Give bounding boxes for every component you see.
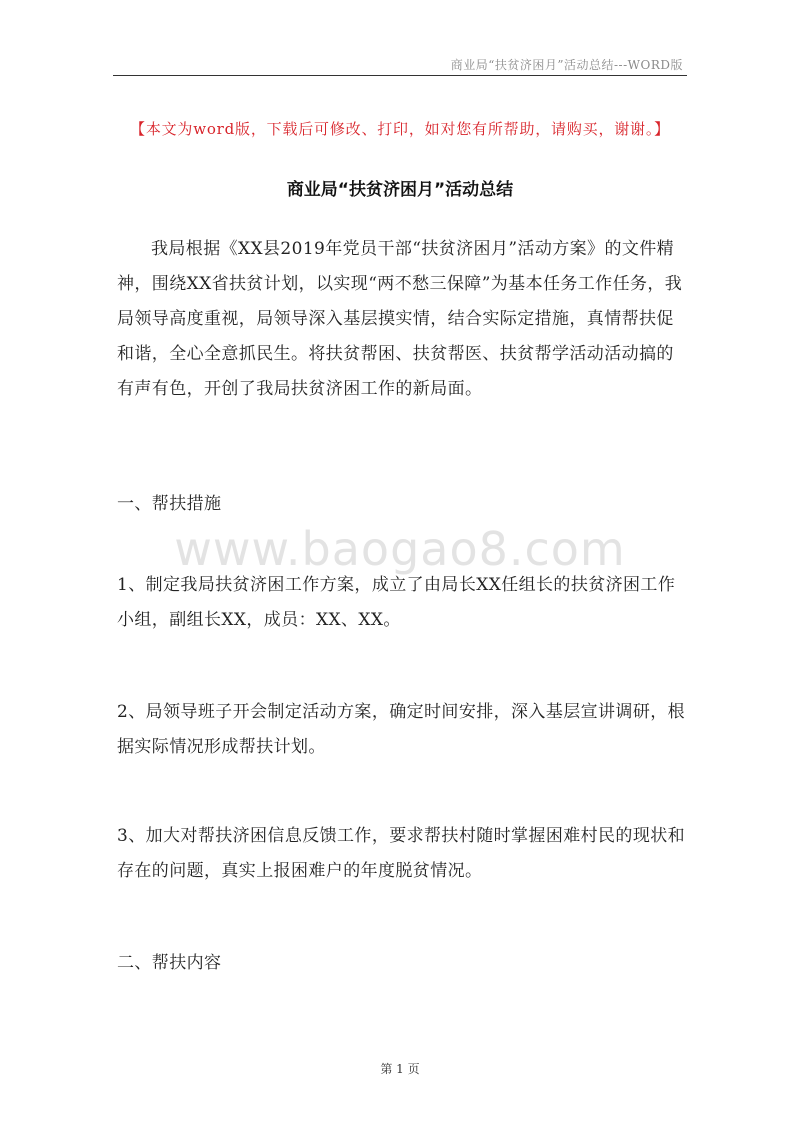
measure-item-1: 1、制定我局扶贫济困工作方案，成立了由局长XX任组长的扶贫济困工作小组，副组长XX，成员：XX、XX。 [117,575,676,630]
section-heading-measures: 一、帮扶措施 [117,494,222,514]
intro-paragraph: 我局根据《XX县2019年党员干部“扶贫济困月”活动方案》的文件精神，围绕XX省扶贫计划，以实现“两不愁三保障”为基本任务工作任务，我局领导高度重视，局领导深入基层摸实情，结合实际定措施，真情帮扶促和谐，全心全意抓民生。将扶贫帮困、扶贫帮医、扶贫帮学活动活动搞的有声有色，开创了我局扶贫济困工作的新局面。 [117,239,683,399]
page-number: 第 1 页 [380,1062,420,1076]
section-heading-content: 二、帮扶内容 [117,953,222,973]
header-divider [113,75,687,76]
measure-item-2: 2、局领导班子开会制定活动方案，确定时间安排，深入基层宣讲调研，根据实际情况形成帮扶计划。 [117,702,686,757]
document-title: 商业局“扶贫济困月”活动总结 [286,180,514,200]
watermark: www.baogao8.com [174,522,626,576]
page-header-title: 商业局“扶贫济困月”活动总结---WORD版 [450,58,683,72]
measure-item-3: 3、加大对帮扶济困信息反馈工作，要求帮扶村随时掌握困难村民的现状和存在的问题，真实上报困难户的年度脱贫情况。 [117,826,686,881]
purchase-notice: 【本文为word版，下载后可修改、打印，如对您有所帮助，请购买，谢谢。】 [130,120,670,138]
